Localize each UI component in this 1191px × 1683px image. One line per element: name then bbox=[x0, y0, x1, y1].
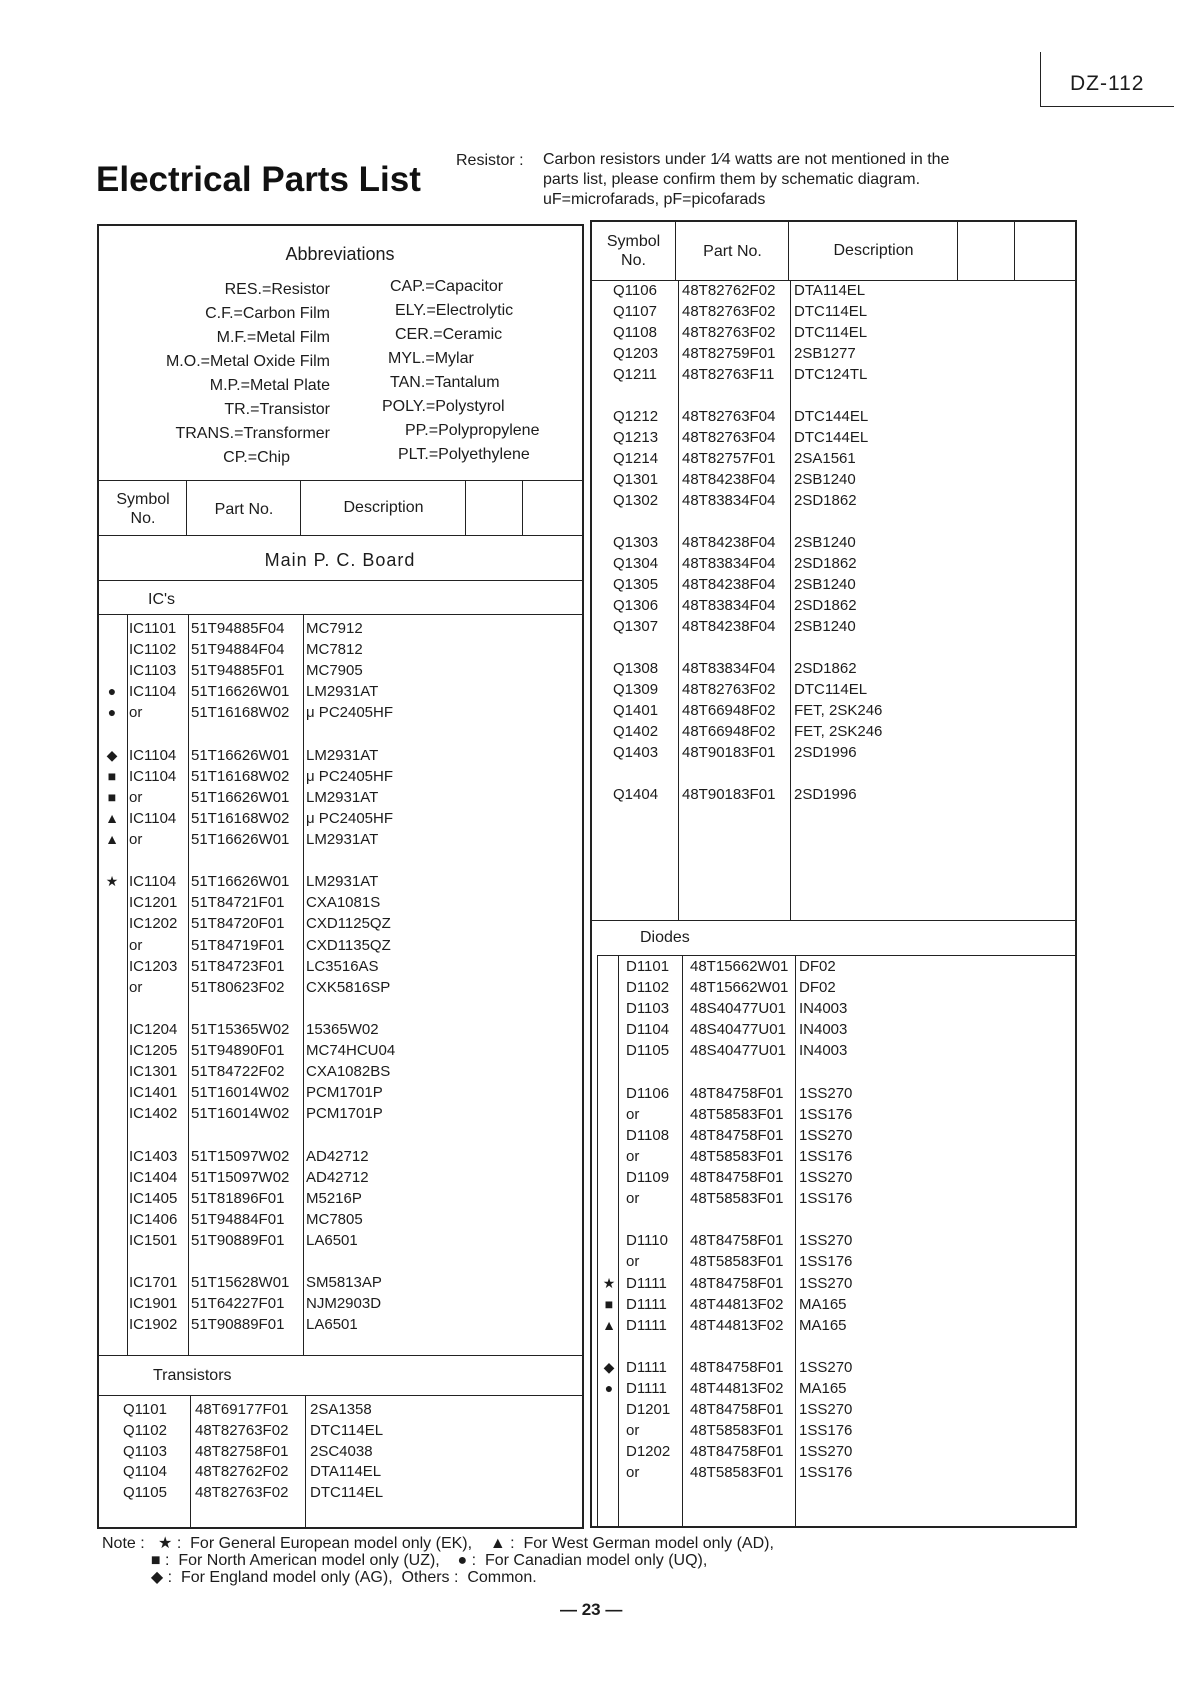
abbreviation: CP.=Chip bbox=[223, 449, 290, 466]
symbol-no: IC1202 bbox=[129, 915, 178, 933]
symbol-no: IC1501 bbox=[129, 1231, 178, 1249]
symbol-no: or bbox=[626, 1422, 640, 1440]
part-no: 48T82763F04 bbox=[682, 408, 776, 425]
description: CXK5816SP bbox=[306, 978, 391, 996]
part-no: 48T58583F01 bbox=[690, 1147, 784, 1165]
symbol-no: D1111 bbox=[626, 1316, 667, 1334]
part-no: 48T83834F04 bbox=[682, 660, 776, 677]
part-no: 51T16168W02 bbox=[191, 809, 290, 827]
part-no: 48T84758F01 bbox=[690, 1358, 784, 1376]
description: 2SD1862 bbox=[794, 597, 857, 614]
symbol-no: IC1404 bbox=[129, 1168, 178, 1186]
symbol-no: D1201 bbox=[626, 1401, 671, 1419]
description: 2SB1240 bbox=[794, 576, 856, 593]
description: DTC114EL bbox=[310, 1421, 384, 1439]
symbol-no: IC1402 bbox=[129, 1105, 178, 1123]
symbol-no: Q1214 bbox=[613, 450, 659, 467]
part-no: 48T15662W01 bbox=[690, 958, 789, 975]
description: 1SS270 bbox=[799, 1169, 853, 1186]
abbreviation: TR.=Transistor bbox=[224, 401, 330, 418]
part-no: 51T16014W02 bbox=[191, 1105, 290, 1123]
part-no: 48T82762F02 bbox=[682, 282, 776, 299]
symbol-no: IC1901 bbox=[129, 1295, 178, 1313]
description: 2SD1996 bbox=[794, 744, 857, 761]
description: CXA1082BS bbox=[306, 1063, 391, 1081]
description: SM5813AP bbox=[306, 1274, 382, 1292]
description: M5216P bbox=[306, 1189, 362, 1207]
description: PCM1701P bbox=[306, 1084, 383, 1102]
part-no: 48T82763F02 bbox=[195, 1421, 289, 1439]
part-no: 51T84723F01 bbox=[191, 957, 285, 975]
header-symbol bbox=[100, 490, 186, 528]
symbol-no: D1111 bbox=[626, 1295, 667, 1313]
description: 2SD1996 bbox=[794, 786, 857, 803]
description: 2SB1240 bbox=[794, 471, 856, 488]
description: DF02 bbox=[799, 958, 836, 975]
part-no: 48T82758F01 bbox=[195, 1442, 289, 1460]
symbol-no: Q1103 bbox=[123, 1442, 167, 1460]
symbol-no: IC1204 bbox=[129, 1020, 178, 1038]
symbol-no: D1202 bbox=[626, 1443, 671, 1461]
legend-note bbox=[102, 1535, 774, 1586]
part-no: 51T94885F01 bbox=[191, 662, 285, 680]
symbol-no: or bbox=[626, 1147, 640, 1165]
part-no: 48T44813F02 bbox=[690, 1380, 784, 1397]
symbol-no: Q1211 bbox=[613, 366, 657, 383]
part-no: 51T16626W01 bbox=[191, 873, 290, 891]
resistor-note-line: uF=microfarads, pF=picofarads bbox=[543, 191, 766, 208]
model-number: DZ-112 bbox=[1070, 72, 1145, 95]
legend-line: ◆ : For England model only (AG), Others : Common. bbox=[102, 1569, 537, 1586]
part-no: 48T69177F01 bbox=[195, 1401, 289, 1418]
part-no: 48T83834F04 bbox=[682, 492, 776, 509]
part-no: 51T15365W02 bbox=[191, 1020, 290, 1038]
description: 1SS270 bbox=[799, 1274, 853, 1292]
symbol-no: D1110 bbox=[626, 1232, 668, 1250]
part-no: 48T83834F04 bbox=[682, 597, 776, 614]
part-marker: ◆ bbox=[106, 746, 118, 763]
description: LM2931AT bbox=[306, 831, 379, 848]
symbol-no: Q1303 bbox=[613, 534, 659, 551]
part-no: 48T58583F01 bbox=[690, 1464, 784, 1482]
symbol-no: IC1902 bbox=[129, 1316, 178, 1334]
abbreviation: MYL.=Mylar bbox=[388, 350, 474, 367]
symbol-no: IC1203 bbox=[129, 957, 178, 975]
symbol-no: Q1307 bbox=[613, 618, 659, 635]
symbol-no: Q1101 bbox=[123, 1401, 167, 1418]
part-marker: ★ bbox=[105, 873, 119, 890]
part-marker: ■ bbox=[107, 788, 117, 805]
part-marker: ● bbox=[107, 704, 117, 721]
description: DTC144EL bbox=[794, 429, 869, 446]
symbol-no: Q1402 bbox=[613, 723, 659, 740]
header-part-no: Part No. bbox=[214, 501, 274, 518]
part-no: 48T66948F02 bbox=[682, 723, 776, 740]
part-no: 48T84238F04 bbox=[682, 534, 776, 551]
description: LM2931AT bbox=[306, 873, 379, 891]
description: MC7905 bbox=[306, 662, 363, 680]
part-marker: ◆ bbox=[603, 1358, 615, 1375]
description: 1SS270 bbox=[799, 1084, 853, 1102]
symbol-no: Q1105 bbox=[123, 1484, 167, 1502]
header-symbol-line2: No. bbox=[130, 510, 156, 527]
description: DTA114EL bbox=[310, 1463, 382, 1481]
header-part-no: Part No. bbox=[703, 243, 762, 260]
description: DTC114EL bbox=[794, 303, 868, 320]
description: 1SS270 bbox=[799, 1232, 853, 1250]
section-diodes: Diodes bbox=[640, 929, 690, 946]
part-no: 51T15097W02 bbox=[191, 1147, 290, 1165]
description: LM2931AT bbox=[306, 683, 379, 701]
description: 2SB1277 bbox=[794, 345, 856, 362]
part-no: 51T90889F01 bbox=[191, 1231, 285, 1249]
part-marker: ★ bbox=[602, 1274, 616, 1291]
description: CXD1135QZ bbox=[306, 936, 391, 954]
abbreviation: C.F.=Carbon Film bbox=[205, 305, 330, 322]
part-no: 51T94884F04 bbox=[191, 641, 285, 659]
symbol-no: or bbox=[129, 704, 143, 722]
description: IN4003 bbox=[799, 1042, 848, 1060]
symbol-no: D1109 bbox=[626, 1169, 670, 1186]
part-no: 48S40477U01 bbox=[690, 1021, 786, 1039]
part-no: 48S40477U01 bbox=[690, 1000, 786, 1018]
symbol-no: D1102 bbox=[626, 979, 670, 997]
symbol-no: Q1306 bbox=[613, 597, 659, 614]
symbol-no: Q1203 bbox=[613, 345, 659, 362]
description: 1SS176 bbox=[799, 1464, 853, 1482]
description: DTC114EL bbox=[794, 324, 868, 341]
symbol-no: Q1404 bbox=[613, 786, 659, 803]
part-no: 48T84758F01 bbox=[690, 1169, 784, 1186]
description: μ PC2405HF bbox=[306, 704, 394, 722]
description: LC3516AS bbox=[306, 957, 379, 975]
board-title: Main P. C. Board bbox=[264, 550, 416, 570]
part-no: 48T84758F01 bbox=[690, 1126, 784, 1144]
description: μ PC2405HF bbox=[306, 767, 394, 785]
symbol-no: IC1301 bbox=[129, 1063, 178, 1081]
part-no: 51T84719F01 bbox=[191, 936, 285, 954]
description: PCM1701P bbox=[306, 1105, 383, 1123]
description: 2SB1240 bbox=[794, 618, 856, 635]
symbol-no: IC1406 bbox=[129, 1210, 178, 1228]
symbol-no: Q1401 bbox=[613, 702, 659, 719]
symbol-no: Q1102 bbox=[123, 1421, 167, 1439]
symbol-no: IC1403 bbox=[129, 1147, 178, 1165]
symbol-no: D1108 bbox=[626, 1126, 670, 1144]
part-no: 51T16626W01 bbox=[191, 831, 290, 848]
part-no: 51T81896F01 bbox=[191, 1189, 285, 1207]
description: 1SS176 bbox=[799, 1422, 853, 1440]
legend-line: Note : ★ : For General European model only (EK), ▲ : For West German model only (AD), bbox=[102, 1535, 774, 1552]
description: MA165 bbox=[799, 1380, 847, 1397]
abbreviations-right bbox=[360, 275, 560, 467]
description: FET, 2SK246 bbox=[794, 702, 883, 719]
description: 1SS176 bbox=[799, 1105, 853, 1123]
description: LM2931AT bbox=[306, 746, 379, 764]
symbol-no: or bbox=[626, 1190, 640, 1208]
description: DTC114EL bbox=[794, 681, 868, 698]
part-no: 48T15662W01 bbox=[690, 979, 789, 997]
part-marker: ● bbox=[107, 683, 117, 700]
part-no: 48T82757F01 bbox=[682, 450, 776, 467]
symbol-no: IC1205 bbox=[129, 1042, 178, 1059]
description: μ PC2405HF bbox=[306, 809, 394, 827]
part-no: 51T94890F01 bbox=[191, 1042, 285, 1059]
symbol-no: Q1213 bbox=[613, 429, 659, 446]
part-no: 51T16626W01 bbox=[191, 746, 290, 764]
description: AD42712 bbox=[306, 1168, 369, 1186]
part-no: 48T58583F01 bbox=[690, 1105, 784, 1123]
part-no: 51T64227F01 bbox=[191, 1295, 285, 1313]
symbol-no: IC1104 bbox=[129, 767, 177, 785]
resistor-note bbox=[543, 150, 1053, 210]
abbreviation: POLY.=Polystyrol bbox=[382, 398, 505, 415]
symbol-no: Q1106 bbox=[613, 282, 657, 299]
description: 2SD1862 bbox=[794, 555, 857, 572]
part-no: 51T16626W01 bbox=[191, 788, 290, 806]
part-no: 51T84722F02 bbox=[191, 1063, 285, 1081]
part-no: 48T82763F02 bbox=[195, 1484, 289, 1502]
part-no: 48T82759F01 bbox=[682, 345, 776, 362]
abbreviations-title: Abbreviations bbox=[285, 244, 395, 264]
abbreviation: TRANS.=Transformer bbox=[175, 425, 330, 442]
description: 1SS176 bbox=[799, 1190, 853, 1208]
part-no: 51T84721F01 bbox=[191, 894, 285, 912]
symbol-no: IC1405 bbox=[129, 1189, 178, 1207]
symbol-no: IC1104 bbox=[129, 683, 177, 701]
symbol-no: D1104 bbox=[626, 1021, 670, 1039]
part-no: 51T16626W01 bbox=[191, 683, 290, 701]
header-symbol-line2: No. bbox=[621, 252, 646, 269]
abbreviation: M.P.=Metal Plate bbox=[209, 377, 330, 394]
part-no: 48T82763F02 bbox=[682, 303, 776, 320]
abbreviation: TAN.=Tantalum bbox=[390, 374, 500, 391]
description: 1SS176 bbox=[799, 1147, 853, 1165]
legend-line: ■ : For North American model only (UZ), ● : For Canadian model only (UQ), bbox=[102, 1552, 708, 1569]
symbol-no: or bbox=[626, 1105, 640, 1123]
description: 2SD1862 bbox=[794, 492, 857, 509]
part-no: 48T44813F02 bbox=[690, 1295, 784, 1313]
abbreviation: RES.=Resistor bbox=[224, 281, 330, 298]
abbreviation: M.O.=Metal Oxide Film bbox=[165, 353, 330, 370]
part-no: 51T16168W02 bbox=[191, 767, 290, 785]
description: 1SS270 bbox=[799, 1401, 853, 1419]
header-symbol-line1: Symbol bbox=[116, 491, 170, 508]
part-no: 48T84238F04 bbox=[682, 576, 776, 593]
description: CXD1125QZ bbox=[306, 915, 391, 933]
part-no: 51T84720F01 bbox=[191, 915, 285, 933]
part-no: 48T84238F04 bbox=[682, 471, 776, 488]
description: LM2931AT bbox=[306, 788, 379, 806]
symbol-no: D1111 bbox=[626, 1358, 667, 1376]
description: AD42712 bbox=[306, 1147, 369, 1165]
part-marker: ● bbox=[604, 1380, 614, 1396]
part-no: 48T82763F11 bbox=[682, 366, 775, 383]
symbol-no: IC1104 bbox=[129, 809, 177, 827]
part-no: 51T94885F04 bbox=[191, 620, 285, 637]
right-table-body bbox=[590, 280, 1077, 1528]
symbol-no: or bbox=[129, 978, 143, 996]
part-no: 51T15628W01 bbox=[191, 1274, 290, 1292]
symbol-no: IC1101 bbox=[129, 620, 177, 637]
symbol-no: Q1302 bbox=[613, 492, 659, 509]
part-no: 51T80623F02 bbox=[191, 978, 285, 996]
symbol-no: Q1403 bbox=[613, 744, 659, 761]
description: 1SS176 bbox=[799, 1253, 853, 1271]
part-no: 48T82762F02 bbox=[195, 1463, 289, 1481]
symbol-no: Q1108 bbox=[613, 324, 657, 341]
part-no: 51T94884F01 bbox=[191, 1210, 285, 1228]
part-no: 48T90183F01 bbox=[682, 786, 776, 803]
description: CXA1081S bbox=[306, 894, 381, 912]
description: 1SS270 bbox=[799, 1358, 853, 1376]
symbol-no: Q1107 bbox=[613, 303, 657, 320]
symbol-no: Q1308 bbox=[613, 660, 659, 677]
header-symbol bbox=[592, 232, 675, 270]
part-no: 48T84758F01 bbox=[690, 1443, 784, 1461]
part-no: 48S40477U01 bbox=[690, 1042, 786, 1060]
symbol-no: Q1212 bbox=[613, 408, 659, 425]
part-no: 48T90183F01 bbox=[682, 744, 776, 761]
description: 1SS270 bbox=[799, 1443, 853, 1461]
part-no: 48T66948F02 bbox=[682, 702, 776, 719]
symbol-no: D1111 bbox=[626, 1380, 667, 1397]
description: 2SA1358 bbox=[310, 1401, 372, 1418]
part-no: 48T84238F04 bbox=[682, 618, 776, 635]
abbreviation: CAP.=Capacitor bbox=[390, 278, 504, 295]
symbol-no: Q1301 bbox=[613, 471, 659, 488]
header-description: Description bbox=[343, 499, 424, 516]
symbol-no: D1105 bbox=[626, 1042, 670, 1060]
description: FET, 2SK246 bbox=[794, 723, 883, 740]
symbol-no: Q1309 bbox=[613, 681, 659, 698]
section-ics: IC's bbox=[148, 591, 176, 608]
description: NJM2903D bbox=[306, 1295, 382, 1313]
description: MA165 bbox=[799, 1295, 847, 1313]
symbol-no: IC1401 bbox=[129, 1084, 178, 1102]
description: 15365W02 bbox=[306, 1020, 379, 1038]
symbol-no: D1101 bbox=[626, 958, 670, 975]
part-no: 51T16168W02 bbox=[191, 704, 290, 722]
part-no: 48T84758F01 bbox=[690, 1084, 784, 1102]
symbol-no: IC1104 bbox=[129, 873, 177, 891]
part-no: 51T16014W02 bbox=[191, 1084, 290, 1102]
symbol-no: Q1304 bbox=[613, 555, 659, 572]
part-marker: ■ bbox=[604, 1295, 614, 1312]
abbreviation: PP.=Polypropylene bbox=[405, 422, 540, 439]
description: DTA114EL bbox=[794, 282, 866, 299]
abbreviation: CER.=Ceramic bbox=[395, 326, 503, 343]
description: 2SB1240 bbox=[794, 534, 856, 551]
description: DTC144EL bbox=[794, 408, 869, 425]
symbol-no: or bbox=[129, 788, 143, 806]
symbol-no: or bbox=[129, 936, 143, 954]
page-title: Electrical Parts List bbox=[96, 160, 421, 199]
part-no: 51T90889F01 bbox=[191, 1316, 285, 1334]
description: MA165 bbox=[799, 1316, 847, 1334]
resistor-note-line: parts list, please confirm them by schematic diagram. bbox=[543, 171, 921, 188]
symbol-no: or bbox=[129, 831, 143, 848]
description: MC7912 bbox=[306, 620, 363, 637]
symbol-no: Q1305 bbox=[613, 576, 659, 593]
page-number: — 23 — bbox=[560, 1600, 623, 1619]
symbol-no: Q1104 bbox=[123, 1463, 167, 1481]
part-no: 48T58583F01 bbox=[690, 1190, 784, 1208]
description: 1SS270 bbox=[799, 1126, 853, 1144]
abbreviation: PLT.=Polyethylene bbox=[398, 446, 530, 463]
description: DTC114EL bbox=[310, 1484, 384, 1502]
description: IN4003 bbox=[799, 1021, 848, 1039]
header-symbol-line1: Symbol bbox=[606, 233, 661, 250]
symbol-no: D1106 bbox=[626, 1084, 670, 1102]
header-description: Description bbox=[833, 242, 914, 259]
section-transistors: Transistors bbox=[153, 1367, 232, 1384]
description: 2SC4038 bbox=[310, 1442, 373, 1460]
part-no: 48T82763F02 bbox=[682, 681, 776, 698]
symbol-no: IC1102 bbox=[129, 641, 177, 659]
abbreviation: M.F.=Metal Film bbox=[216, 329, 330, 346]
description: 2SD1862 bbox=[794, 660, 857, 677]
description: 2SA1561 bbox=[794, 450, 856, 467]
symbol-no: IC1104 bbox=[129, 746, 177, 764]
description: DF02 bbox=[799, 979, 836, 997]
part-marker: ▲ bbox=[602, 1316, 616, 1333]
description: DTC124TL bbox=[794, 366, 868, 383]
part-no: 48T44813F02 bbox=[690, 1316, 784, 1334]
abbreviation: ELY.=Electrolytic bbox=[395, 302, 514, 319]
part-no: 48T58583F01 bbox=[690, 1422, 784, 1440]
symbol-no: or bbox=[626, 1253, 640, 1271]
symbol-no: D1111 bbox=[626, 1274, 667, 1292]
symbol-no: or bbox=[626, 1464, 640, 1482]
part-no: 48T84758F01 bbox=[690, 1401, 784, 1419]
part-marker: ▲ bbox=[105, 831, 119, 847]
part-no: 51T15097W02 bbox=[191, 1168, 290, 1186]
part-no: 48T82763F02 bbox=[682, 324, 776, 341]
symbol-no: IC1701 bbox=[129, 1274, 178, 1292]
description: LA6501 bbox=[306, 1316, 358, 1334]
description: MC7805 bbox=[306, 1210, 363, 1228]
description: MC74HCU04 bbox=[306, 1042, 396, 1059]
part-no: 48T84758F01 bbox=[690, 1232, 784, 1250]
part-marker: ▲ bbox=[105, 809, 119, 826]
abbreviations-left bbox=[100, 278, 330, 470]
symbol-no: IC1201 bbox=[129, 894, 178, 912]
resistor-note-line: Carbon resistors under 1⁄4 watts are not mentioned in the bbox=[543, 151, 950, 168]
description: MC7812 bbox=[306, 641, 363, 659]
description: LA6501 bbox=[306, 1231, 358, 1249]
symbol-no: D1103 bbox=[626, 1000, 670, 1018]
part-no: 48T58583F01 bbox=[690, 1253, 784, 1271]
part-marker: ■ bbox=[107, 767, 117, 784]
part-no: 48T82763F04 bbox=[682, 429, 776, 446]
resistor-label: Resistor : bbox=[456, 152, 524, 169]
part-no: 48T84758F01 bbox=[690, 1274, 784, 1292]
part-no: 48T83834F04 bbox=[682, 555, 776, 572]
symbol-no: IC1103 bbox=[129, 662, 177, 680]
description: IN4003 bbox=[799, 1000, 848, 1018]
